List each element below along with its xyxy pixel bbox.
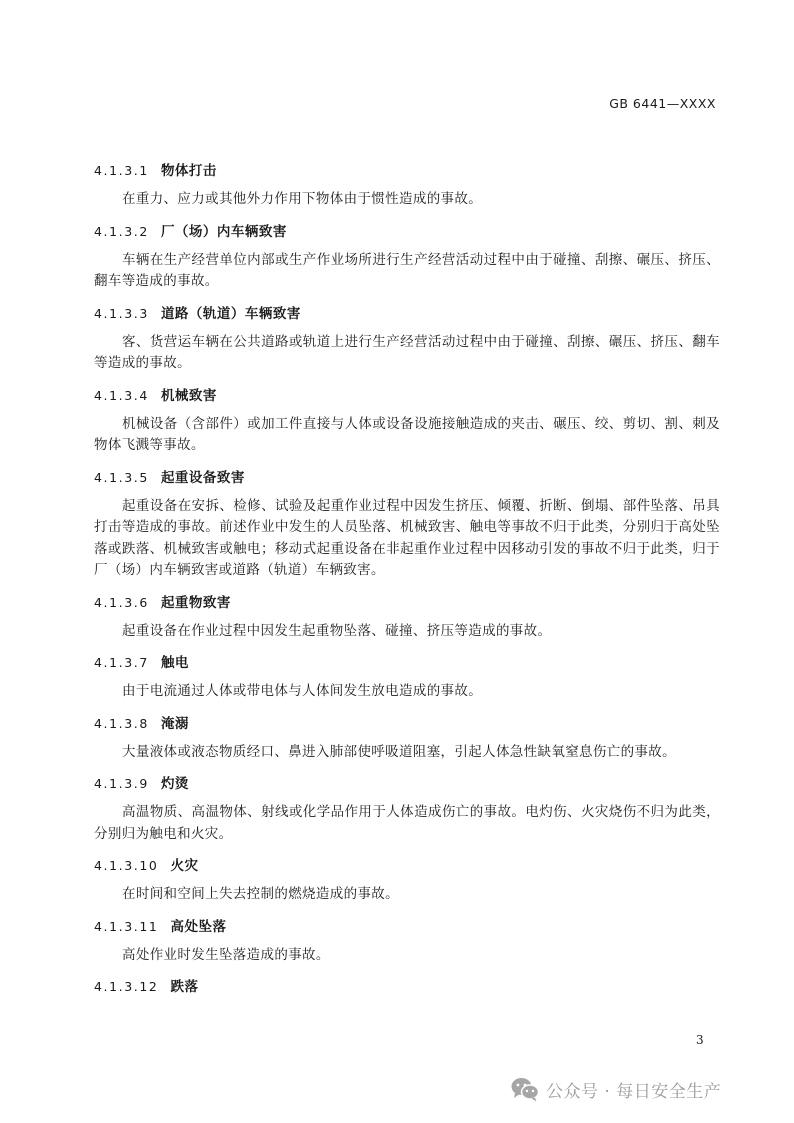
section-number: 4.1.3.7 xyxy=(94,655,149,670)
section-4-1-3-8 xyxy=(94,713,720,774)
section-heading xyxy=(94,385,720,407)
section-heading xyxy=(94,916,720,938)
section-body: 大量液体或液态物质经口、鼻进入肺部使呼吸道阻塞，引起人体急性缺氧窒息伤亡的事故。 xyxy=(122,743,676,760)
section-number: 4.1.3.5 xyxy=(94,469,149,485)
section-body: 机械设备（含部件）或加工件直接与人体或设备设施接触造成的夹击、碾压、绞、剪切、割、刺及物体飞溅等事故。 xyxy=(94,415,720,453)
watermark xyxy=(510,1076,721,1102)
section-heading xyxy=(94,592,720,614)
section-number: 4.1.3.3 xyxy=(94,305,149,321)
wechat-icon xyxy=(510,1076,540,1102)
section-heading xyxy=(94,160,720,182)
section-number: 4.1.3.10 xyxy=(94,858,159,873)
section-number: 4.1.3.12 xyxy=(94,979,159,994)
section-title: 道路（轨道）车辆致害 xyxy=(160,305,301,322)
section-title: 跌落 xyxy=(170,979,199,995)
section-heading xyxy=(94,855,720,877)
section-4-1-3-3 xyxy=(94,303,720,385)
section-4-1-3-6 xyxy=(94,592,720,653)
section-heading xyxy=(94,467,720,489)
section-body: 高温物质、高温物体、射线或化学品作用于人体造成伤亡的事故。电灼伤、火灾烧伤不归为此类，分别归为触电和火灾。 xyxy=(94,804,720,842)
section-4-1-3-9 xyxy=(94,773,720,855)
section-number: 4.1.3.4 xyxy=(94,387,149,403)
section-title: 灼烫 xyxy=(160,776,189,792)
section-number: 4.1.3.2 xyxy=(94,223,149,239)
section-4-1-3-10 xyxy=(94,855,720,916)
section-title: 机械致害 xyxy=(160,387,217,404)
document-body xyxy=(94,160,720,998)
section-heading xyxy=(94,713,720,735)
page-number: 3 xyxy=(696,1033,704,1047)
section-body: 起重设备在安拆、检修、试验及起重作业过程中因发生挤压、倾覆、折断、倒塌、部件坠落、吊具打击等造成的事故。前述作业中发生的人员坠落、机械致害、触电等事故不归于此类，分别归于高处坠落或跌落、机械致害或触电；移动式起重设备在非起重作业过程中因移动引发的事故不归于此类，归于厂（场）内车辆致害或道路（轨道）车辆致害。 xyxy=(94,497,720,578)
section-4-1-3-7 xyxy=(94,652,720,713)
section-title: 火灾 xyxy=(170,858,199,874)
section-body: 高处作业时发生坠落造成的事故。 xyxy=(122,946,330,963)
section-heading xyxy=(94,773,720,795)
section-number: 4.1.3.1 xyxy=(94,163,149,178)
section-title: 厂（场）内车辆致害 xyxy=(160,223,287,240)
section-4-1-3-11 xyxy=(94,916,720,977)
section-body: 车辆在生产经营单位内部或生产作业场所进行生产经营活动过程中由于碰撞、刮擦、碾压、挤压、翻车等造成的事故。 xyxy=(94,251,720,289)
section-body: 在时间和空间上失去控制的燃烧造成的事故。 xyxy=(122,886,399,902)
section-title: 高处坠落 xyxy=(170,918,227,935)
section-title: 淹溺 xyxy=(160,715,189,732)
section-number: 4.1.3.11 xyxy=(94,918,159,934)
section-4-1-3-5 xyxy=(94,467,720,592)
section-title: 触电 xyxy=(160,655,189,671)
section-title: 起重物致害 xyxy=(160,594,231,611)
section-body: 客、货营运车辆在公共道路或轨道上进行生产经营活动过程中由于碰撞、刮擦、碾压、挤压、翻车等造成的事故。 xyxy=(94,333,720,371)
section-4-1-3-4 xyxy=(94,385,720,467)
section-heading xyxy=(94,303,720,325)
section-body: 在重力、应力或其他外力作用下物体由于惯性造成的事故。 xyxy=(122,191,483,207)
section-heading xyxy=(94,976,720,998)
section-heading xyxy=(94,221,720,243)
section-4-1-3-12 xyxy=(94,976,720,998)
section-heading xyxy=(94,652,720,674)
section-number: 4.1.3.8 xyxy=(94,715,149,731)
watermark-text: 公众号 · 每日安全生产 xyxy=(546,1081,722,1102)
section-4-1-3-2 xyxy=(94,221,720,303)
section-number: 4.1.3.9 xyxy=(94,776,149,791)
section-body: 起重设备在作业过程中因发生起重物坠落、碰撞、挤压等造成的事故。 xyxy=(122,622,552,639)
section-title: 起重设备致害 xyxy=(160,469,245,486)
section-title: 物体打击 xyxy=(160,163,217,179)
standard-code: GB 6441—XXXX xyxy=(609,96,716,111)
section-number: 4.1.3.6 xyxy=(94,594,149,610)
section-4-1-3-1 xyxy=(94,160,720,221)
section-body: 由于电流通过人体或带电体与人体间发生放电造成的事故。 xyxy=(122,683,483,699)
